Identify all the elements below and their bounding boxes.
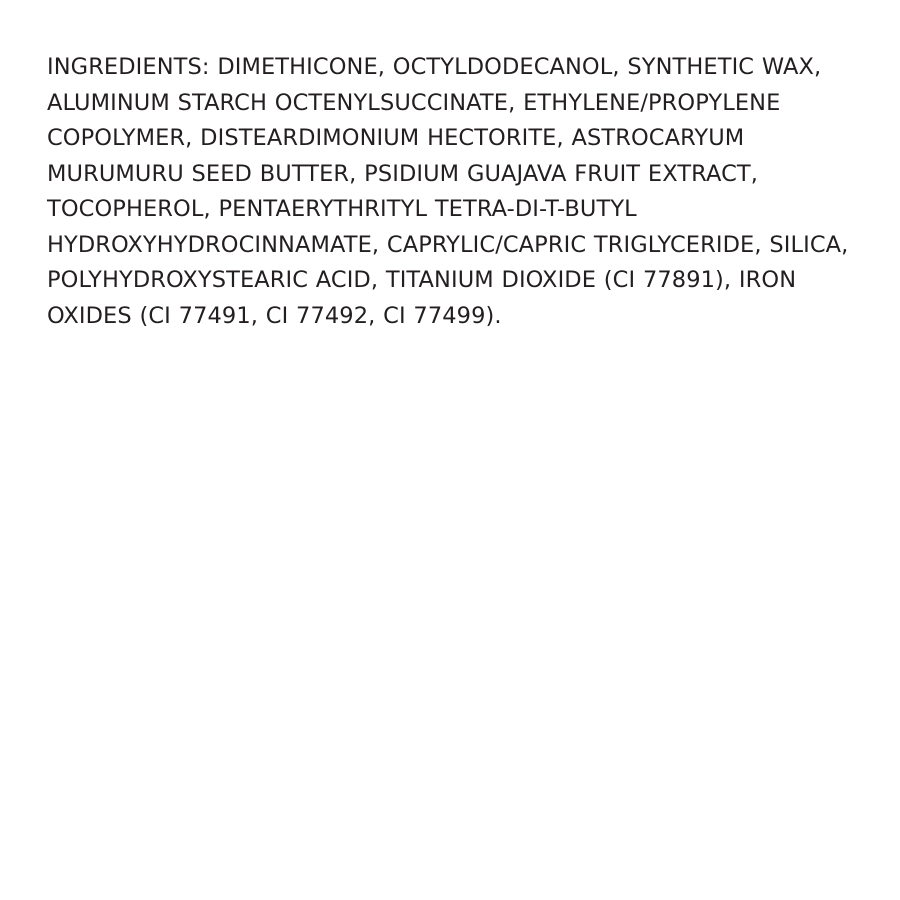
ingredients-paragraph: INGREDIENTS: DIMETHICONE, OCTYLDODECANOL, SYNTHETIC WAX, ALUMINUM STARCH OCTENYLSUCCINATE, ETHYLENE/PROPYLENE COPOLYMER, DISTEARDIMONIUM HECTORITE, ASTROCARYUM MURUMURU SEED BUTTER, PSIDIUM GUAJAVA FRUIT EXTRACT, TOCOPHEROL, PENTAERYTHRITYL TETRA-DI-T-BUTYL HYDROXYHYDROCINNAMATE, CAPRYLIC/CAPRIC TRIGLYCERIDE, SILICA, POLYHYDROXYSTEARIC ACID, TITANIUM DIOXIDE (CI 77891), IRON OXIDES (CI 77491, CI 77492, CI 77499). — [47, 54, 857, 329]
ingredients-block — [47, 50, 867, 334]
